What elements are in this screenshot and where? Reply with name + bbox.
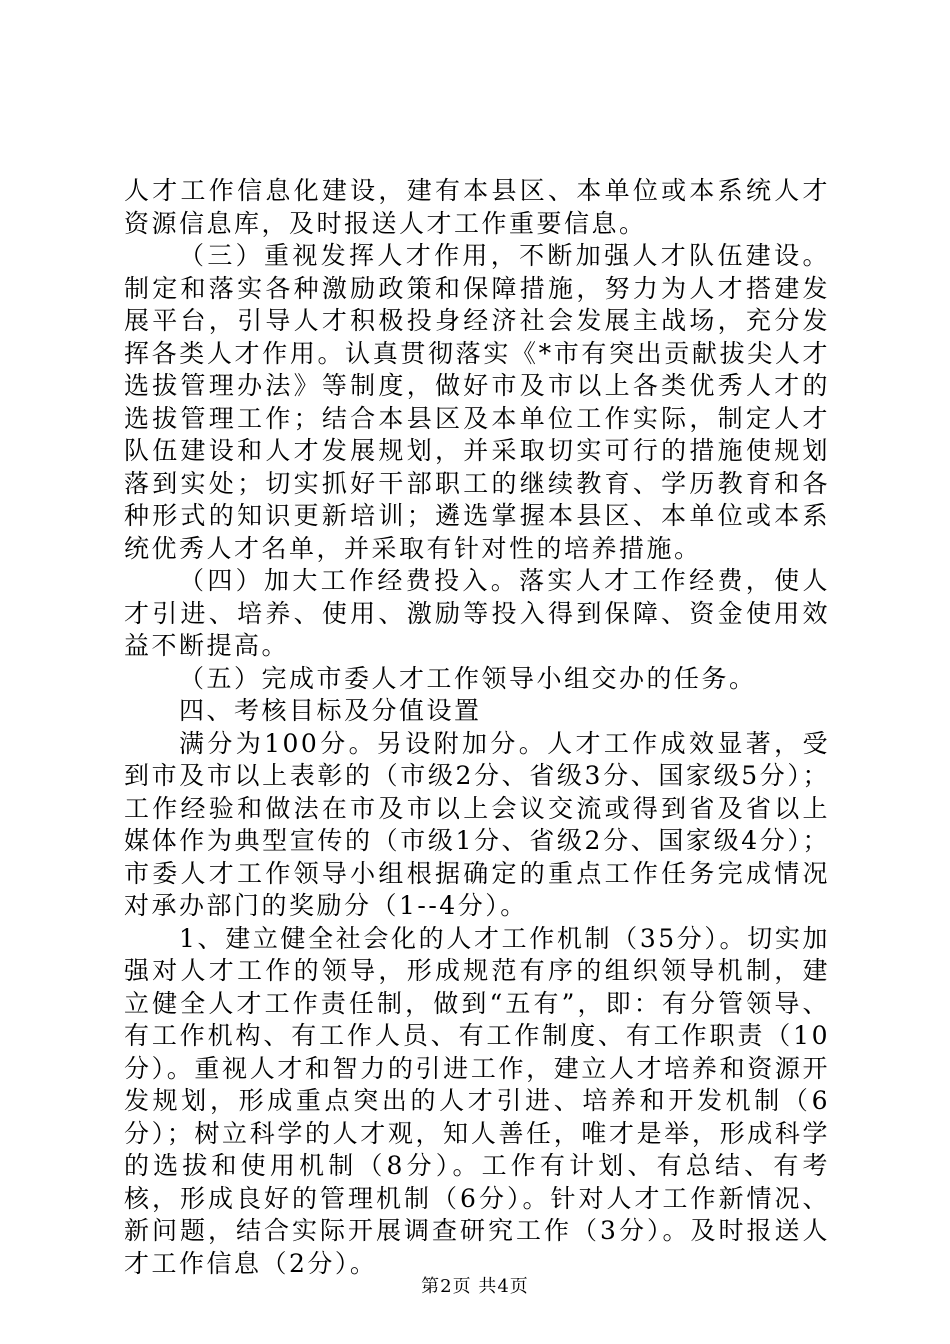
paragraph-3: （四）加大工作经费投入。落实人才工作经费，使人才引进、培养、使用、激励等投入得到保障、资金使用效益不断提高。 (124, 566, 830, 660)
paragraph-2: （三）重视发挥人才作用，不断加强人才队伍建设。制定和落实各种激励政策和保障措施，努力为人才搭建发展平台，引导人才积极投身经济社会发展主战场，充分发挥各类人才作用。认真贯彻落实《*市有突出贡献拔尖人才选拔管理办法》等制度，做好市及市以上各类优秀人才的选拔管理工作；结合本县区及本单位工作实际，制定人才队伍建设和人才发展规划，并采取切实可行的措施使规划落到实处；切实抓好干部职工的继续教育、学历教育和各种形式的知识更新培训；遴选掌握本县区、本单位或本系统优秀人才名单，并采取有针对性的培养措施。 (124, 241, 830, 563)
page-footer: 第2页 共4页 (421, 1276, 529, 1297)
paragraph-4: （五）完成市委人才工作领导小组交办的任务。 (179, 663, 757, 693)
paragraph-5: 满分为100分。另设附加分。人才工作成效显著，受到市及市以上表彰的（市级2分、省级3分、国家级5分）；工作经验和做法在市及市以上会议交流或得到省及省以上媒体作为典型宣传的（市级1分、省级2分、国家级4分）；市委人才工作领导小组根据确定的重点工作任务完成情况对承办部门的奖励分（1--4分）。 (124, 728, 830, 920)
paragraph-1: 人才工作信息化建设，建有本县区、本单位或本系统人才资源信息库，及时报送人才工作重要信息。 (124, 176, 830, 238)
paragraph-6: 1、建立健全社会化的人才工作机制（35分）。切实加强对人才工作的领导，形成规范有序的组织领导机制，建立健全人才工作责任制，做到“五有”，即：有分管领导、有工作机构、有工作人员、有工作制度、有工作职责（10分）。重视人才和智力的引进工作，建立人才培养和资源开发规划，形成重点突出的人才引进、培养和开发机制（6分）；树立科学的人才观，知人善任，唯才是举，形成科学的选拔和使用机制（8分）。工作有计划、有总结、有考核，形成良好的管理机制（6分）。针对人才工作新情况、新问题，结合实际开展调查研究工作（3分）。及时报送人才工作信息（2分）。 (124, 923, 830, 1278)
document-body (124, 175, 830, 1280)
section-heading: 四、考核目标及分值设置 (179, 696, 482, 725)
